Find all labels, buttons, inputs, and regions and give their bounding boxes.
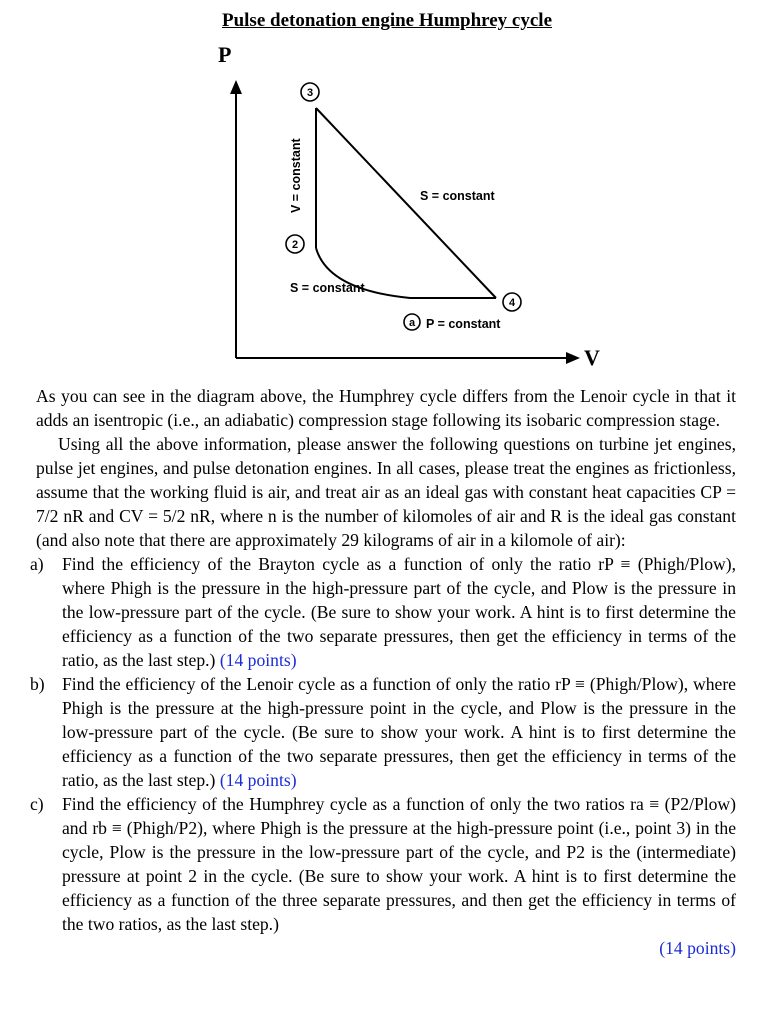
p-constant-label: P = constant	[426, 317, 501, 331]
v-constant-label: V = constant	[289, 138, 303, 213]
s-constant-upper-line	[316, 108, 496, 298]
question-a-label: a)	[30, 554, 44, 574]
point-a-label: a	[408, 317, 416, 329]
question-b	[30, 672, 736, 792]
question-c-text: Find the efficiency of the Humphrey cycle as a function of only the two ratios ra ≡ (P2/Plow) and rb ≡ (Phigh/P2), where Phigh is the pressure at the high-pressure point (i.e., point 3) in the cycle, Plow is the pressure in the low-pressure part of the cycle, and P2 is the (intermediate) pressure at point 2 in the cycle. (Be sure to show your work. A hint is to first determine the efficiency as a function of the three separate pressures, and then get the efficiency in terms of the two ratios, as the last step.)	[62, 794, 736, 934]
point-4-label: 4	[508, 297, 516, 309]
intro-paragraph: As you can see in the diagram above, the Humphrey cycle differs from the Lenoir cycle in that it adds an isentropic (i.e., an adiabatic) compression stage following its isobaric compression stage.	[36, 386, 736, 430]
question-a-text: Find the efficiency of the Brayton cycle as a function of only the ratio rP ≡ (Phigh/Plow), where Phigh is the pressure in the high-pressure part of the cycle, and Plow is the pressure in the low-pressure part of the cycle. (Be sure to show your work. A hint is to first determine the efficiency as a function of the two separate pressures, then get the efficiency in terms of the ratio, as the last step.)	[62, 554, 736, 670]
axis-v-label: V	[584, 345, 600, 370]
p-axis-arrow-icon	[230, 80, 242, 94]
axis-p-label: P	[218, 42, 232, 67]
question-b-text: Find the efficiency of the Lenoir cycle as a function of only the ratio rP ≡ (Phigh/Plow), where Phigh is the pressure at the high-pressure point in the cycle, and Plow is the pressure in the low-pressure part of the cycle. (Be sure to show your work. A hint is to first determine the efficiency as a function of the two separate pressures, then get the efficiency in terms of the ratio, as the last step.)	[62, 674, 736, 790]
instructions-paragraph: Using all the above information, please answer the following questions on turbine jet engines, pulse jet engines, and pulse detonation engines. In all cases, please treat the engines as frictionless, assume that the working fluid is air, and treat air as an ideal gas with constant heat capacities CP = 7/2 nR and CV = 5/2 nR, where n is the number of kilomoles of air and R is the ideal gas constant (and also note that there are approximately 29 kilograms of air in a kilomole of air):	[36, 434, 736, 550]
question-a-points: (14 points)	[219, 650, 297, 670]
question-c-points: (14 points)	[659, 938, 736, 958]
question-b-points: (14 points)	[219, 770, 297, 790]
question-b-label: b)	[30, 674, 45, 694]
page-title: Pulse detonation engine Humphrey cycle	[221, 10, 553, 31]
question-c	[30, 792, 736, 960]
pv-diagram	[0, 40, 774, 380]
s-constant-lower-label: S = constant	[290, 281, 365, 295]
v-axis-arrow-icon	[566, 352, 580, 364]
point-3-label: 3	[306, 87, 314, 99]
point-2-label: 2	[291, 239, 299, 251]
s-constant-upper-label: S = constant	[420, 189, 495, 203]
question-a	[30, 552, 736, 672]
question-c-label: c)	[30, 794, 44, 814]
